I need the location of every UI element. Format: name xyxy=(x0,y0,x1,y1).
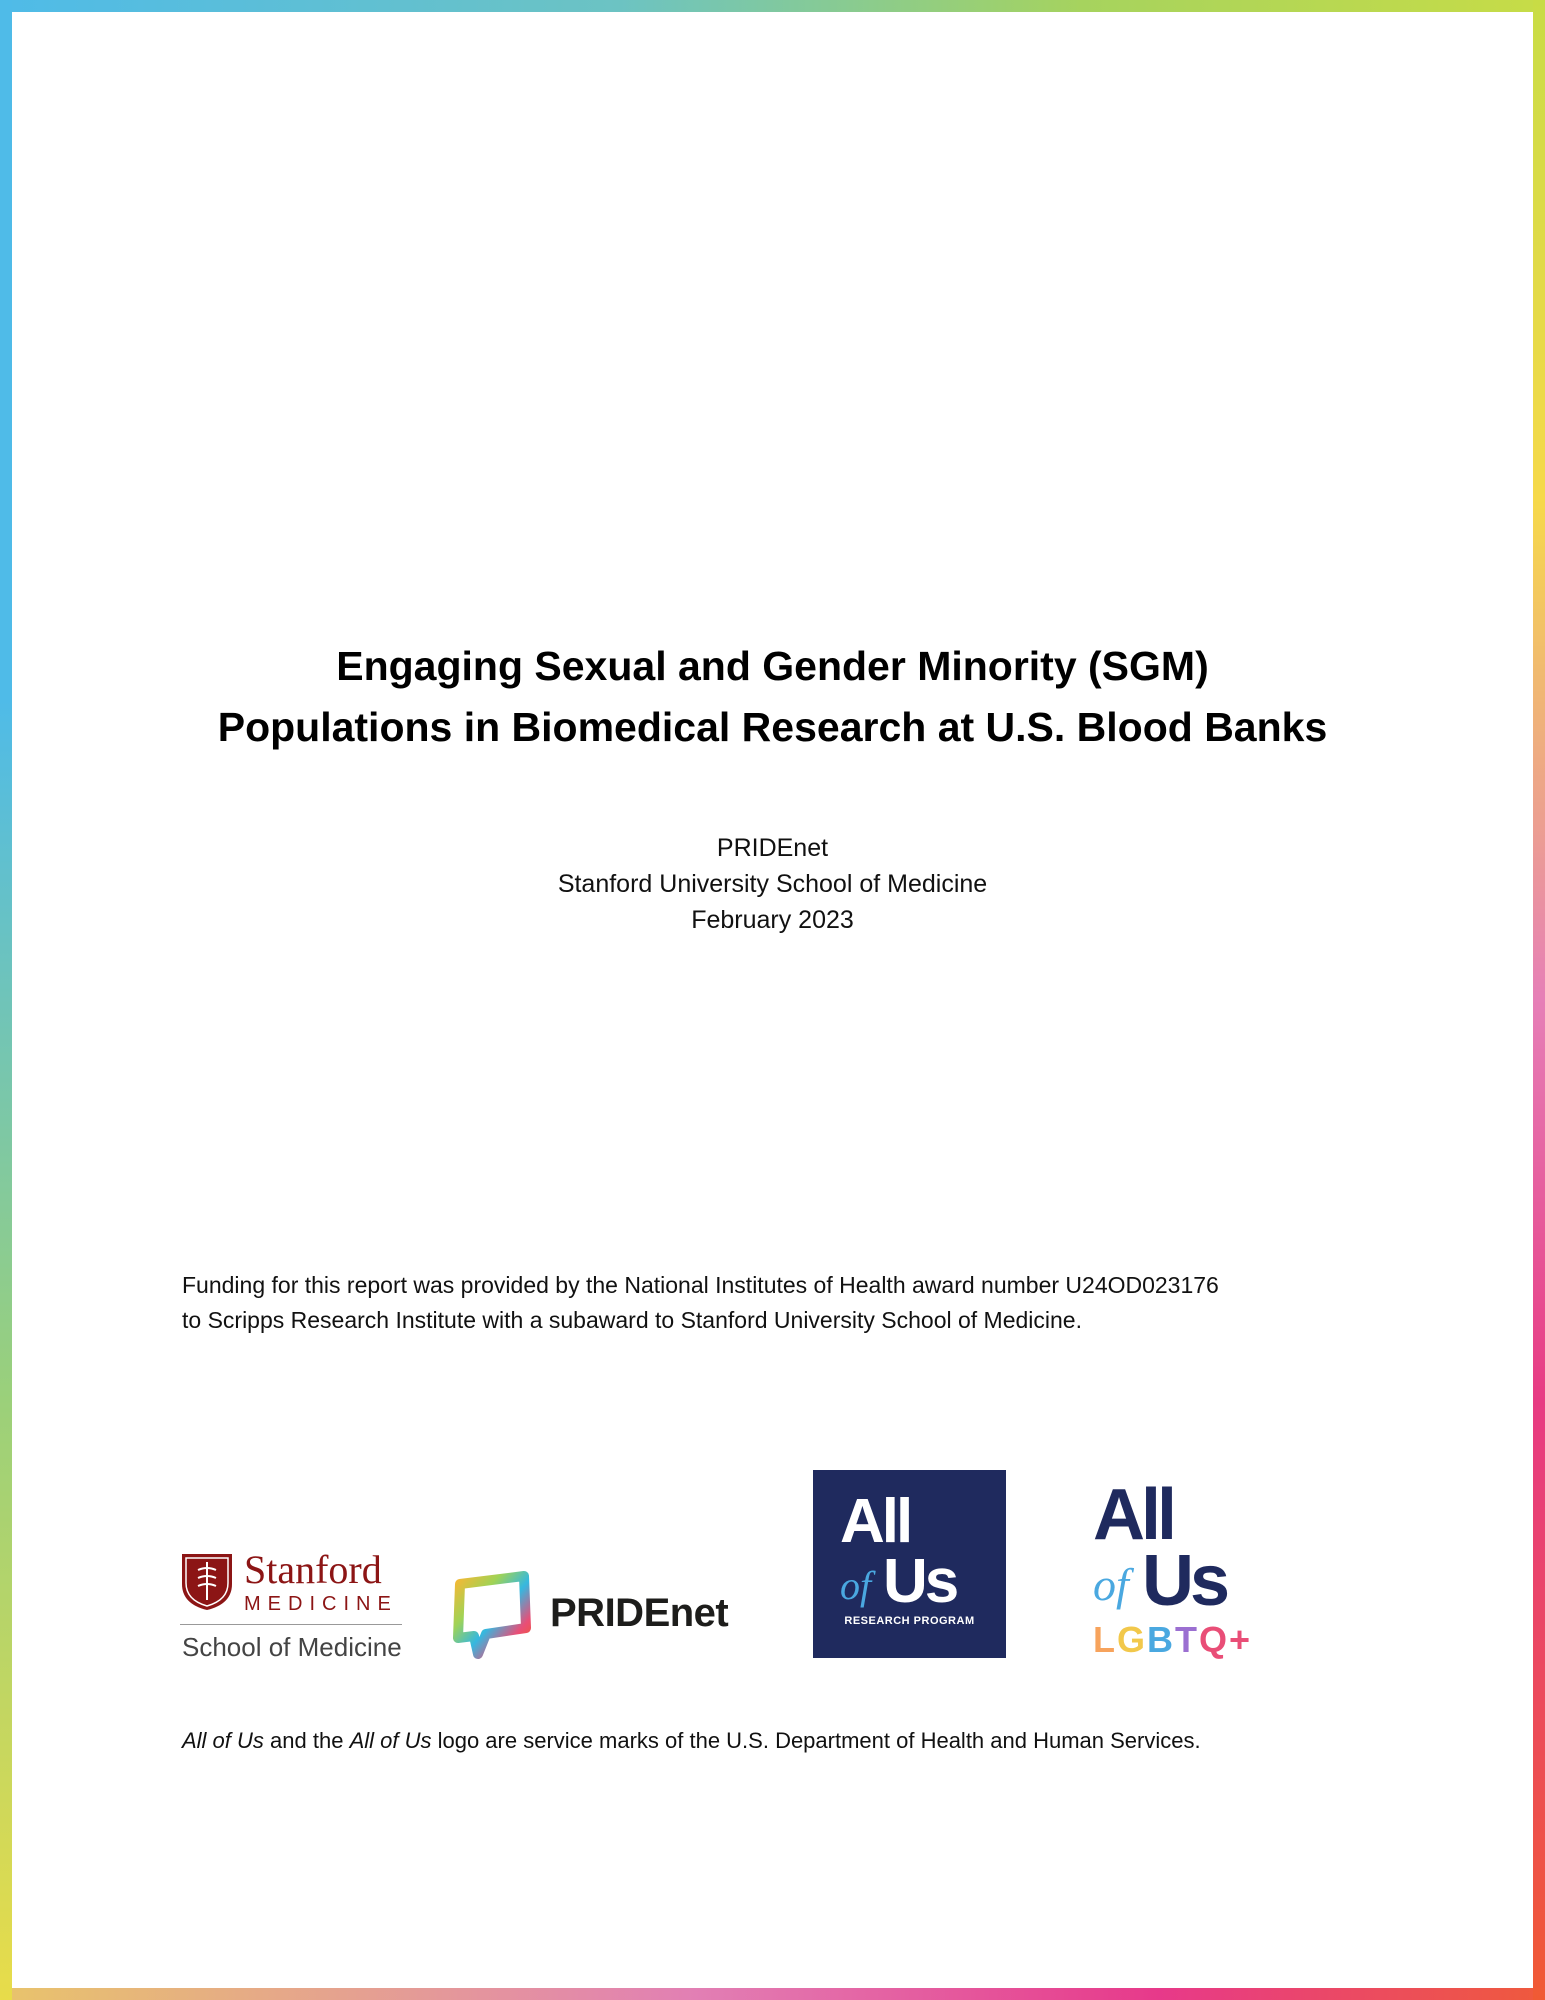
all-of-us-lgbtq-logo xyxy=(1090,1475,1270,1660)
title-line-2: Populations in Biomedical Research at U.S. Blood Banks xyxy=(217,704,1328,750)
aou-lgbtq-us-text: Us xyxy=(1142,1541,1227,1621)
aou-research-program-label: RESEARCH PROGRAM xyxy=(844,1615,975,1627)
trademark-text-1: and the xyxy=(263,1728,350,1753)
aou-us-text: Us xyxy=(883,1547,957,1616)
funding-statement xyxy=(182,1268,1382,1338)
frame-right-border xyxy=(1533,0,1545,2000)
trademark-italic-1: All of Us xyxy=(182,1728,264,1753)
aou-all-text: All xyxy=(840,1487,911,1556)
stanford-wordmark: Stanford xyxy=(244,1547,382,1592)
aou-lgbtq-of-text: of xyxy=(1093,1559,1129,1610)
stanford-crest-icon xyxy=(180,1552,234,1612)
frame-bottom-border xyxy=(0,1988,1545,2000)
aou-lgbtq-all-text: All xyxy=(1093,1475,1174,1555)
trademark-italic-2: All of Us xyxy=(349,1728,432,1753)
frame-top-border xyxy=(0,0,1545,12)
aou-lgbtq-tag xyxy=(1093,1620,1252,1660)
publication-date: February 2023 xyxy=(691,906,854,934)
stanford-medicine-logo xyxy=(180,1548,405,1663)
title-line-1: Engaging Sexual and Gender Minority (SGM) xyxy=(336,643,1209,689)
pridenet-logo xyxy=(450,1570,750,1660)
frame-left-border xyxy=(0,0,12,2000)
stanford-medicine-label: MEDICINE xyxy=(244,1593,398,1615)
pridenet-wordmark: PRIDEnet xyxy=(550,1591,729,1635)
aou-of-text: of xyxy=(840,1563,872,1608)
funding-line-2: to Scripps Research Institute with a subaward to Stanford University School of Medicine. xyxy=(182,1307,1082,1333)
all-of-us-research-program-logo xyxy=(813,1470,1006,1658)
funding-line-1: Funding for this report was provided by the National Institutes of Health award number U24OD023176 xyxy=(182,1272,1219,1298)
author-block xyxy=(0,830,1545,938)
stanford-divider xyxy=(180,1624,402,1625)
trademark-text-2: logo are service marks of the U.S. Department of Health and Human Services. xyxy=(431,1728,1201,1753)
trademark-notice xyxy=(182,1725,1382,1757)
author-institution: Stanford University School of Medicine xyxy=(557,870,988,898)
document-title xyxy=(0,636,1545,758)
author-org: PRIDEnet xyxy=(716,834,829,862)
speech-bubble-icon xyxy=(450,1570,534,1660)
lgbtq-letters: LGBTQ+ xyxy=(1093,1619,1253,1660)
stanford-school-label: School of Medicine xyxy=(182,1632,402,1662)
